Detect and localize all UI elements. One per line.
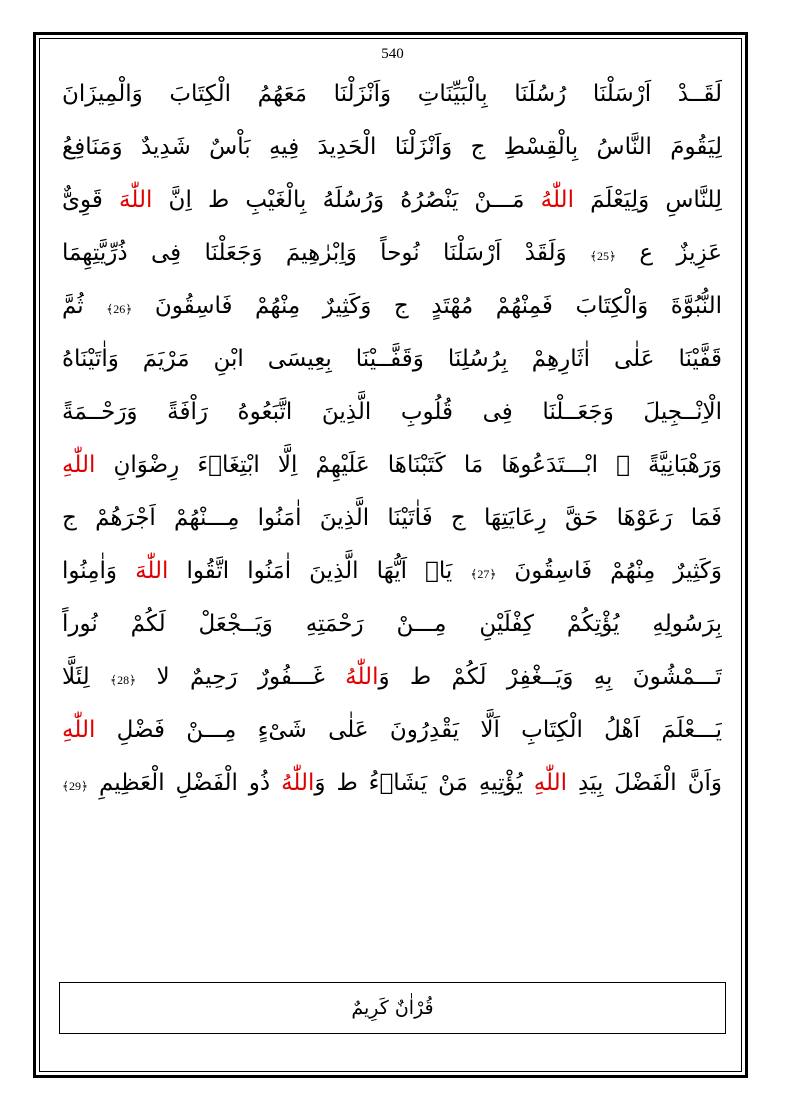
verse-line: [62, 439, 722, 492]
verse-number: ﴿28﴾: [110, 673, 137, 687]
verse-line: [62, 280, 722, 333]
verse-number: ﴿29﴾: [62, 779, 89, 793]
page-number: 540: [381, 46, 404, 62]
divine-name: اللّٰهُ: [281, 770, 315, 796]
verse-number: ﴿27﴾: [470, 567, 497, 581]
verse-text: قَوِىٌّ: [62, 187, 120, 213]
verse-text: غَـــفُورٌ رَحِيمٌ لا: [136, 664, 346, 690]
verse-text: يَاۤ اَيُّهَا الَّذِينَ اٰمَنُوا اتَّقُوا: [168, 558, 471, 584]
divine-name: اللّٰهِ: [62, 717, 96, 743]
verse-number: ﴿25﴾: [589, 249, 617, 263]
verse-text: لِلنَّاسِ وَلِيَعْلَمَ: [573, 187, 722, 213]
verse-text: تَـــمْشُونَ بِهِ وَيَــغْفِرْ لَكُمْ ط وَ: [378, 664, 722, 690]
footer-title: قُرْاٰنٌ كَرِيمٌ: [351, 997, 434, 1019]
verse-text: ثُمَّ: [62, 293, 107, 319]
verse-line: [62, 545, 722, 598]
divine-name: اللّٰهِ: [62, 452, 96, 478]
verse-text: عَزِيزٌ ع: [616, 240, 722, 266]
verse-text: وَاٰمِنُوا: [62, 558, 136, 584]
verse-line: [62, 704, 722, 757]
verse-line: [62, 651, 722, 704]
divine-name: اللّٰهِ: [533, 770, 568, 796]
verse-line: [62, 333, 722, 386]
verse-text: مَـــنْ يَنْصُرُهُ وَرُسُلَهُ بِالْغَيْبِ ط اِنَّ: [152, 187, 541, 213]
divine-name: اللّٰهُ: [540, 187, 574, 213]
divine-name: اللّٰهَ: [119, 187, 153, 213]
verse-text: يَـــعْلَمَ اَهْلُ الْكِتَابِ اَلَّا يَقْدِرُونَ عَلٰى شَىْءٍ مِـــنْ فَضْلِ: [95, 717, 722, 743]
verse-line: [62, 386, 722, 439]
verse-line: [62, 227, 722, 280]
verse-text: لَقَــدْ اَرْسَلْنَا رُسُلَنَا بِالْبَيِّنَاتِ وَاَنْزَلْنَا مَعَهُمُ الْكِتَابَ وَالْمِيزَانَ: [62, 81, 722, 107]
verse-line: [62, 757, 722, 810]
verse-text: وَكَثِيرٌ مِنْهُمْ فَاسِقُونَ: [496, 558, 722, 584]
verse-text: الْاِنْــجِيلَ وَجَعَــلْنَا فِى قُلُوبِ الَّذِينَ اتَّبَعُوهُ رَاْفَةً وَرَحْــمَةً: [62, 399, 722, 425]
footer-box: [59, 982, 726, 1034]
verse-text: وَرَهْبَانِيَّةً ۨ ابْـــتَدَعُوهَا مَا كَتَبْنَاهَا عَلَيْهِمْ اِلَّا ابْتِغَاۤءَ رِضْوَانِ: [95, 452, 722, 478]
verse-number: ﴿26﴾: [106, 302, 133, 316]
verse-text: بِرَسُولِهِ يُؤْتِكُمْ كِفْلَيْنِ مِـــنْ رَحْمَتِهِ وَيَــجْعَلْ لَكُمْ نُوراً: [62, 611, 722, 637]
verse-text: لِئَلَّا: [62, 664, 111, 690]
verse-text: قَفَّيْنَا عَلٰى اٰثَارِهِمْ بِرُسُلِنَا وَقَفَّــيْنَا بِعِيسَى ابْنِ مَرْيَمَ وَاٰتَيْنَاهُ: [62, 346, 722, 372]
verse-text-block: [62, 68, 722, 810]
verse-text: وَاَنَّ الْفَضْلَ بِيَدِ: [567, 770, 722, 796]
verse-text: ذُو الْفَضْلِ الْعَظِيمِ: [88, 770, 282, 796]
verse-line: [62, 174, 722, 227]
verse-text: فَمَا رَعَوْهَا حَقَّ رِعَايَتِهَا ج فَاٰتَيْنَا الَّذِينَ اٰمَنُوا مِـــنْهُمْ اَجْرَهُمْ ج: [62, 505, 722, 531]
verse-line: [62, 492, 722, 545]
verse-text: لِيَقُومَ النَّاسُ بِالْقِسْطِ ج وَاَنْزَلْنَا الْحَدِيدَ فِيهِ بَاْسٌ شَدِيدٌ وَمَنَافِعُ: [62, 134, 722, 160]
divine-name: اللّٰهُ: [345, 664, 379, 690]
verse-line: [62, 598, 722, 651]
verse-line: [62, 121, 722, 174]
divine-name: اللّٰهَ: [135, 558, 169, 584]
verse-text: وَلَقَدْ اَرْسَلْنَا نُوحاً وَاِبْرٰهِيمَ وَجَعَلْنَا فِى ذُرِّيَّتِهِمَا: [62, 240, 590, 266]
verse-line: [62, 68, 722, 121]
verse-text: النُّبُوَّةَ وَالْكِتَابَ فَمِنْهُمْ مُهْتَدٍ ج وَكَثِيرٌ مِنْهُمْ فَاسِقُونَ: [132, 293, 722, 319]
verse-text: يُؤْتِيهِ مَنْ يَشَاۤءُ ط وَ: [314, 770, 534, 796]
